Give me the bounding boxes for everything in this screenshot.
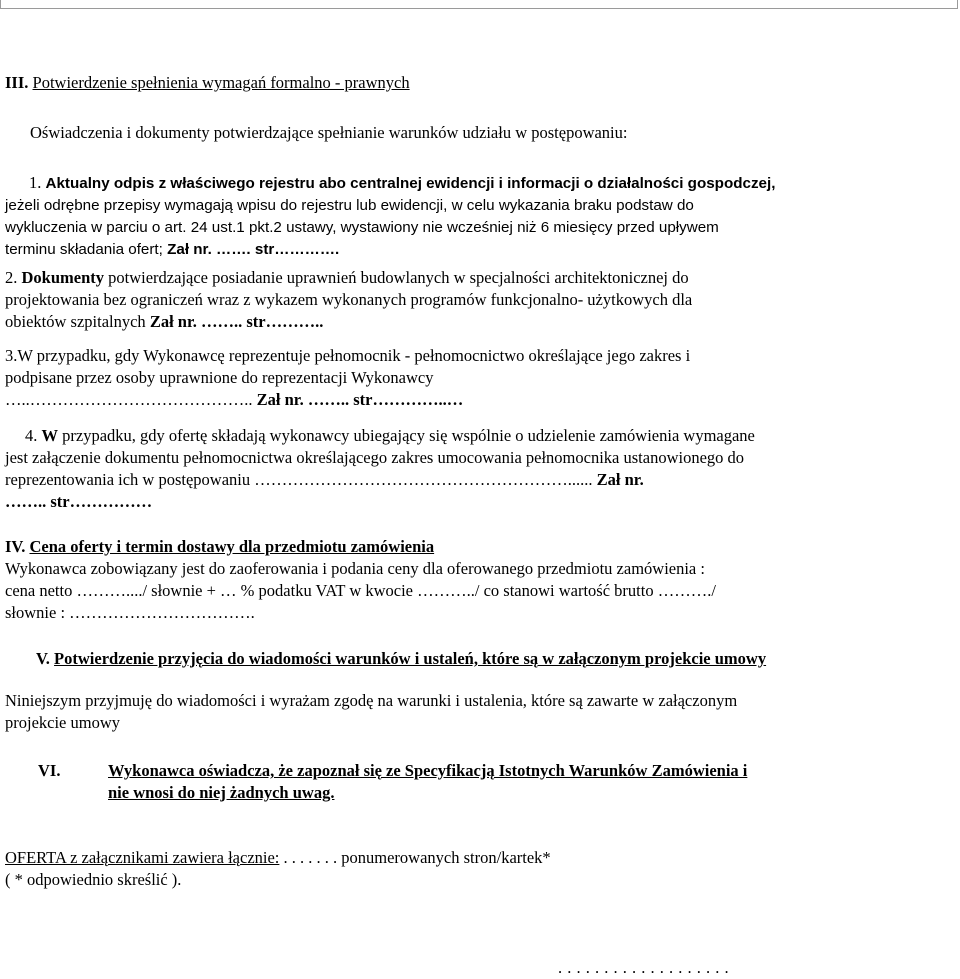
item-2-line-1-rest: potwierdzające posiadanie uprawnień budowlanych w specjalności architektonicznej do <box>108 268 689 287</box>
item-1-line-1-rest: i informacji o działalności gospodczej, <box>498 175 776 192</box>
item-3-line-2: podpisane przez osoby uprawnione do reprezentacji Wykonawcy <box>5 368 434 387</box>
item-4-line-1 <box>5 425 952 447</box>
item-3-dots: …..………………………………….. <box>5 390 257 409</box>
item-2-number: 2. <box>5 268 18 287</box>
item-4-attachment-ref: Zał nr. <box>596 470 644 489</box>
item-4-lead: W <box>41 426 58 445</box>
section-5-title: Potwierdzenie przyjęcia do wiadomości warunków i ustaleń, które są w załączonym projekcie umowy <box>54 649 767 668</box>
offer-pages-rest: . . . . . . . ponumerowanych stron/kartek* <box>279 848 551 867</box>
item-2-line-3 <box>5 311 952 333</box>
section-4-heading <box>5 536 952 558</box>
section-4-line-3: słownie : ……………………………. <box>5 603 255 622</box>
item-2-line-2: projektowania bez ograniczeń wraz z wykazem wykonanych programów funkcjonalno- użytkowych dla <box>5 290 693 309</box>
section-3-subtitle: Oświadczenia i dokumenty potwierdzające spełnianie warunków udziału w postępowaniu: <box>30 123 628 142</box>
section-6-statement <box>108 760 952 804</box>
signature-line: . . . . . . . . . . . . . . . . . . . <box>558 958 730 977</box>
section-5-heading <box>36 648 952 670</box>
offer-summary <box>5 847 952 891</box>
section-4-number: IV. <box>5 537 26 556</box>
header-frame <box>0 0 958 9</box>
item-4-line-3-text: reprezentowania ich w postępowaniu …………………………………………………...... <box>5 470 593 489</box>
section-6-line-1: Wykonawca oświadcza, że zapoznał się ze Specyfikacją Istotnych Warunków Zamówienia i <box>108 761 748 780</box>
item-1-attachment-ref: Zał nr. ……. str…………. <box>167 241 340 258</box>
section-6-number: VI. <box>38 761 61 780</box>
section-4-line-1: Wykonawca zobowiązany jest do zaoferowania i podania ceny dla oferowanego przedmiotu zamówienia : <box>5 559 705 578</box>
section-4-title: Cena oferty i termin dostawy dla przedmiotu zamówienia <box>29 537 435 556</box>
item-3-line-3 <box>5 389 952 411</box>
section-4-line-2: cena netto ………..../ słownie + … % podatku VAT w kwocie ………../ co stanowi wartość brutto ………./ <box>5 581 716 600</box>
item-3-attachment-ref: Zał nr. …….. str…………..… <box>256 390 464 409</box>
item-1-number: 1. <box>29 173 42 192</box>
section-3-title: Potwierdzenie spełnienia wymagań formalno - prawnych <box>32 73 410 92</box>
section-6-line-2: nie wnosi do niej żadnych uwag. <box>108 783 335 802</box>
item-4-line-3 <box>5 469 952 491</box>
item-4-line-4: …….. str…………… <box>5 492 153 511</box>
item-2-attachment-ref: Zał nr. …….. str……….. <box>149 312 324 331</box>
item-1-line-4 <box>5 239 952 261</box>
item-1-line-2: jeżeli odrębne przepisy wymagają wpisu do rejestru lub ewidencji, w celu wykazania braku podstaw do <box>5 197 694 214</box>
item-1 <box>5 172 952 261</box>
section-4 <box>5 536 952 624</box>
section-5-line-1: Niniejszym przyjmuję do wiadomości i wyrażam zgodę na warunki i ustalenia, które są zawarte w załączonym <box>5 691 738 710</box>
section-5-body <box>5 690 952 734</box>
item-1-line-4-text: terminu składania ofert; <box>5 241 163 258</box>
item-3 <box>5 345 952 411</box>
section-5-line-2: projekcie umowy <box>5 713 121 732</box>
item-1-line-1 <box>5 172 952 195</box>
item-1-line-3: wykluczenia w parciu o art. 24 ust.1 pkt.2 ustawy, wystawiony nie wcześniej niż 6 miesięcy przed upływem <box>5 219 719 236</box>
offer-pages-label: OFERTA z załącznikami zawiera łącznie: <box>5 848 280 867</box>
section-5-number: V. <box>36 649 50 668</box>
item-2-lead: Dokumenty <box>21 268 105 287</box>
item-1-lead: Aktualny odpis z właściwego rejestru abo centralnej ewidencji <box>45 175 495 192</box>
item-4-line-1-rest: przypadku, gdy ofertę składają wykonawcy ubiegający się wspólnie o udzielenie zamówienia wymagane <box>62 426 755 445</box>
section-3-heading <box>5 72 952 94</box>
offer-pages-line <box>5 847 952 869</box>
item-4 <box>5 425 952 513</box>
item-2-line-1 <box>5 267 952 289</box>
item-2 <box>5 267 952 333</box>
item-4-number: 4. <box>25 426 38 445</box>
item-3-line-1: 3.W przypadku, gdy Wykonawcę reprezentuje pełnomocnik - pełnomocnictwo określające jego zakres i <box>5 346 691 365</box>
section-3-number: III. <box>5 73 29 92</box>
item-4-line-2: jest załączenie dokumentu pełnomocnictwa określającego zakres umocowania pełnomocnika ustanowionego do <box>5 448 745 467</box>
offer-note: ( * odpowiednio skreślić ). <box>5 870 182 889</box>
item-2-line-3-text: obiektów szpitalnych <box>5 312 146 331</box>
